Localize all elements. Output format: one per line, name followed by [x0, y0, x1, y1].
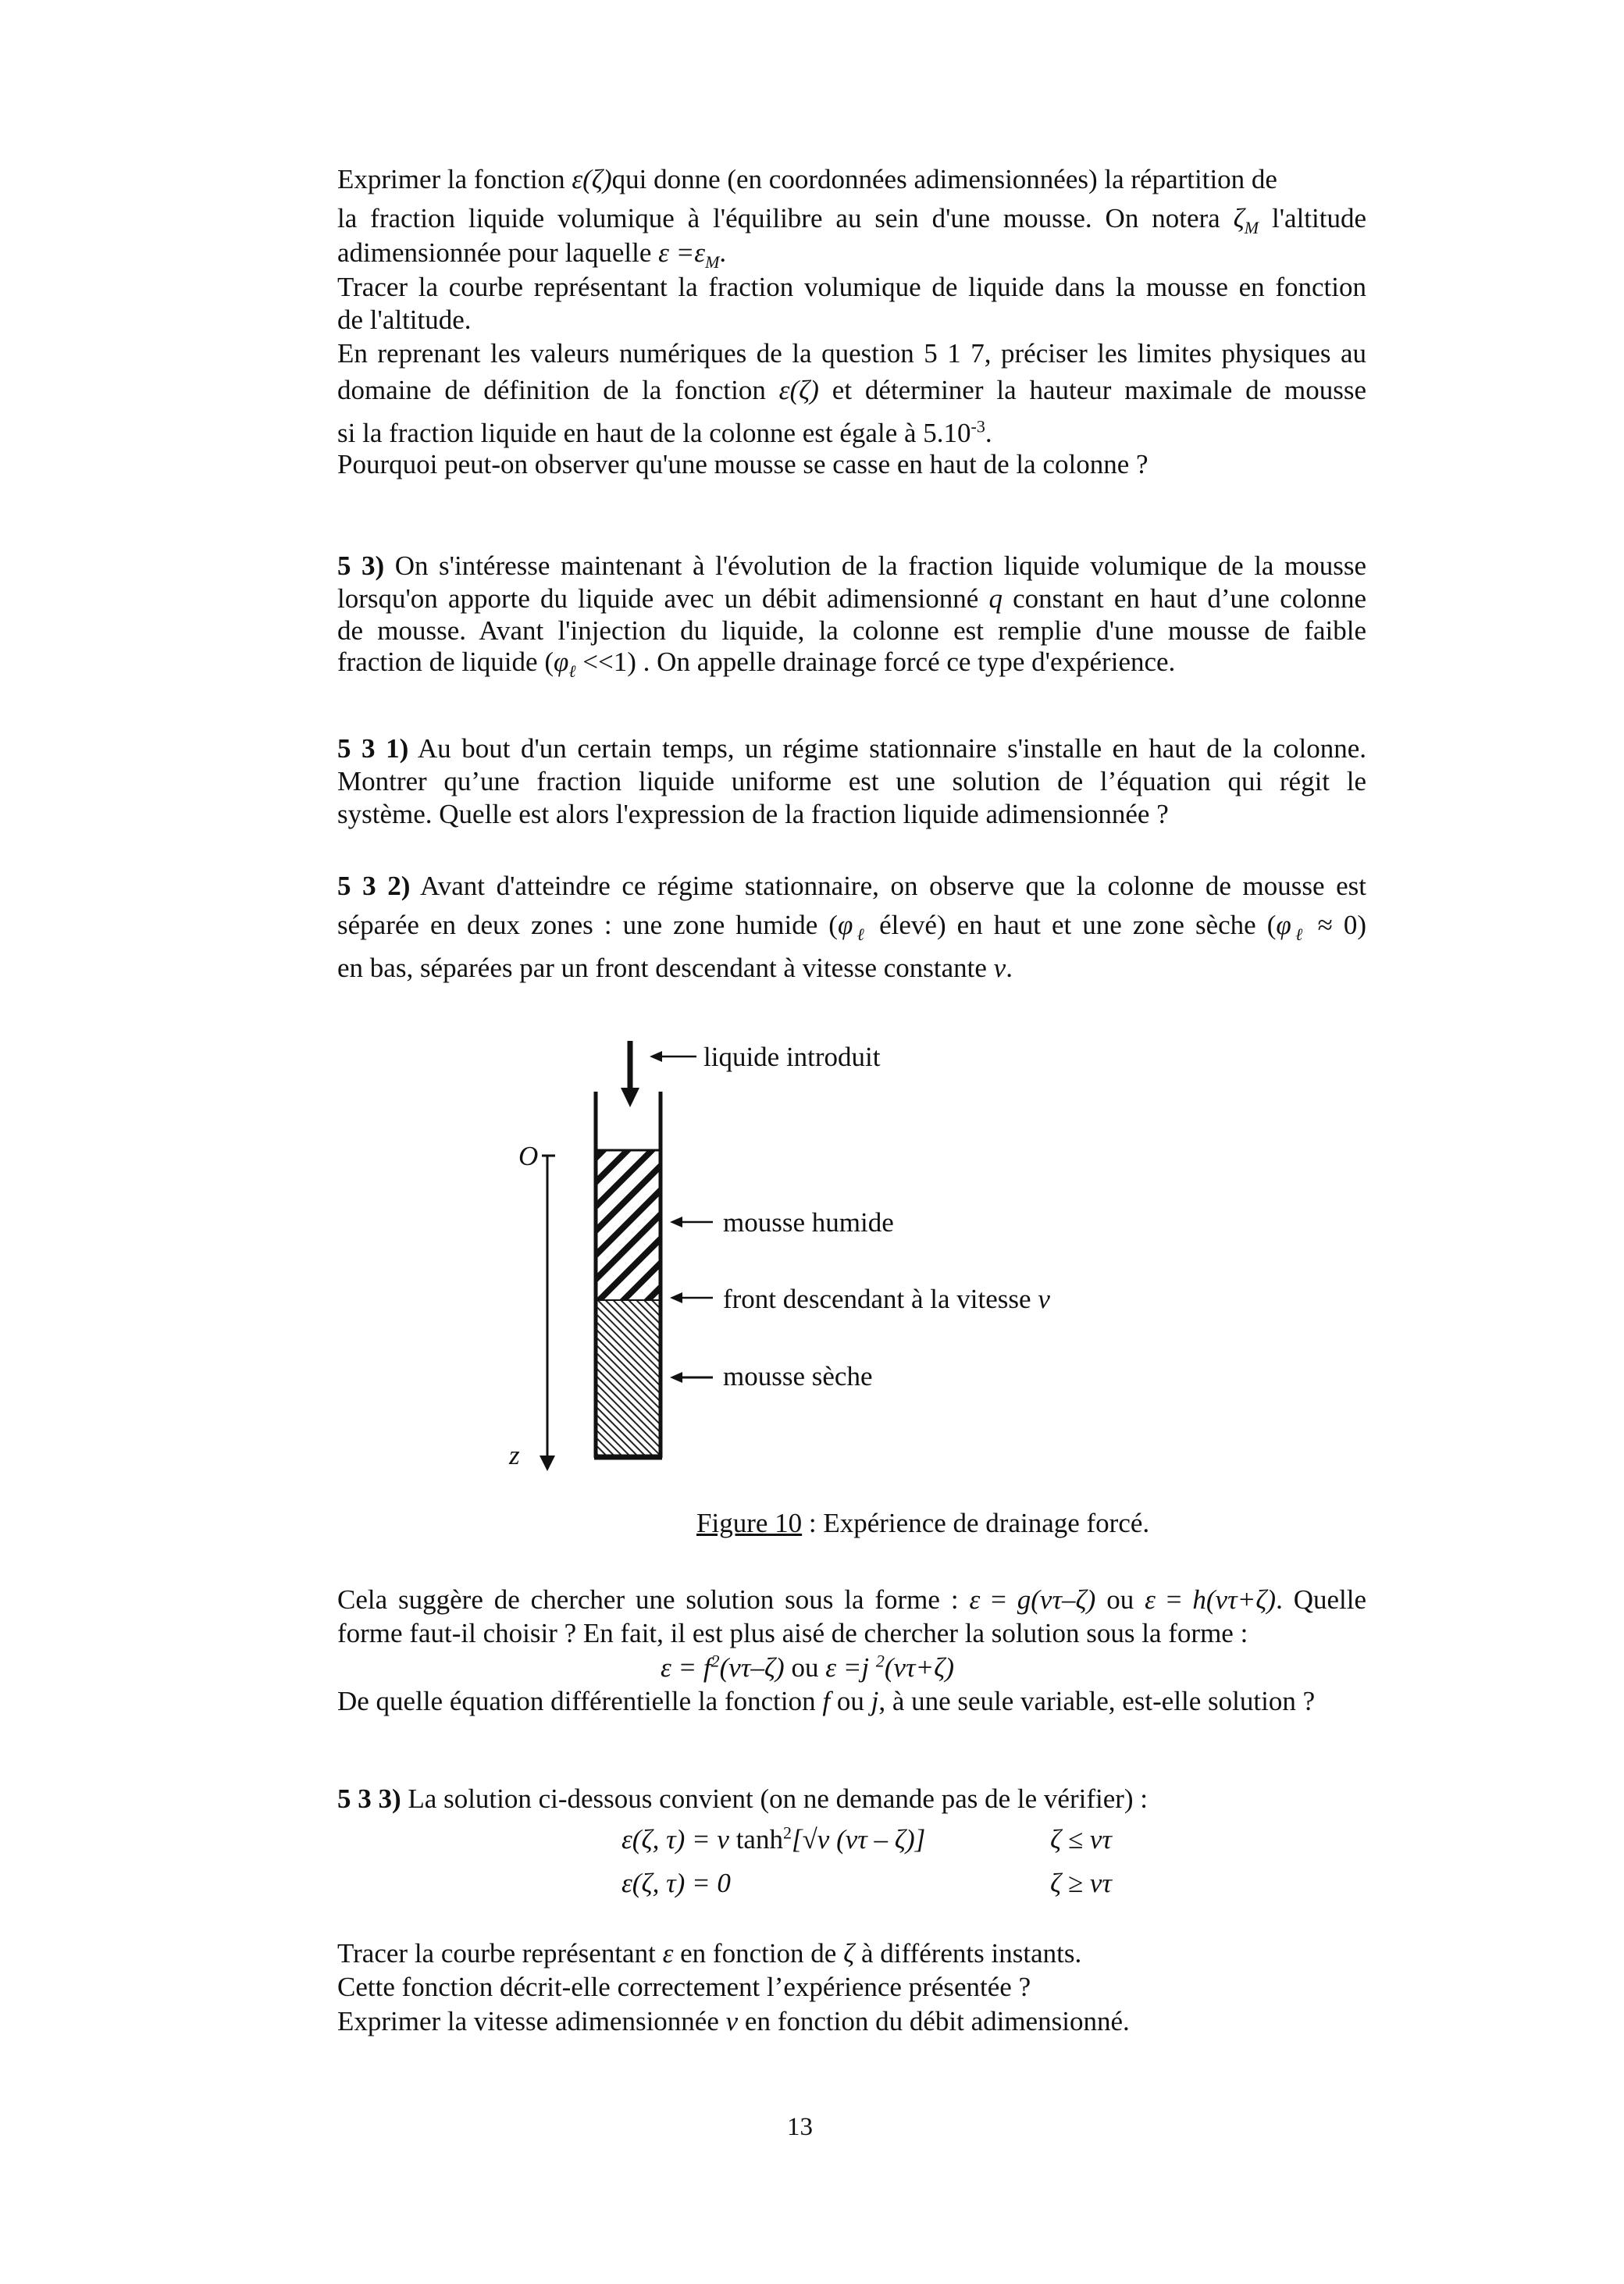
text-line: Pourquoi peut-on observer qu'une mousse se casse en haut de la colonne ? [337, 449, 1149, 479]
text-line: Tracer la courbe représentant la fraction volumique de liquide dans la mousse en fonction [337, 272, 1366, 302]
solution-equation-2: ε(ζ, τ) = 0 [621, 1868, 731, 1898]
question-number: 5 3 3) [337, 1783, 401, 1814]
text-line: fraction de liquide $(\varphi_\ell <<1)$ . On appelle drainage forcé ce type d'expérience. [337, 647, 1176, 681]
text-line: si la fraction liquide en haut de la colonne est égale à $5.10^{-3}$. [337, 416, 992, 448]
question-number: 5 3 1) [337, 733, 409, 764]
text-line: forme faut-il choisir ? En fait, il est plus aisé de chercher la solution sous la forme : [337, 1618, 1248, 1648]
question-number: 5 3 2) [337, 871, 411, 901]
pointer-arrow-icon [650, 1051, 696, 1062]
solution-condition-1: ζ ≤ vτ [1050, 1824, 1112, 1855]
text-line: lorsqu'on apporte du liquide avec un débit adimensionné q constant en haut d’une colonne [337, 583, 1366, 614]
label-dry-foam: mousse sèche [723, 1361, 873, 1391]
solution-equation-1: ε(ζ, τ) = v $\tanh^2[√v$ (vτ – ζ)] [621, 1823, 926, 1855]
text-line: En reprenant les valeurs numériques de la question 5 1 7, préciser les limites physiques au [337, 338, 1366, 369]
pointer-arrow-icon [670, 1217, 713, 1228]
label-liquid-introduced: liquide introduit [703, 1042, 881, 1072]
equation-f-j-form: $\varepsilon = f^2(v\tau-\zeta)$ ou ε =j $^2$(vτ+ζ) [661, 1651, 954, 1683]
figure-caption: Figure 10 : Expérience de drainage forcé. [696, 1508, 1150, 1538]
text-line: Cette fonction décrit-elle correctement l’expérience présentée ? [337, 1972, 1031, 2002]
text-line: De quelle équation différentielle la fonction f ou j, à une seule variable, est-elle solution ? [337, 1686, 1316, 1716]
text-line: Montrer qu’une fraction liquide uniforme est une solution de l’équation qui régit le [337, 766, 1366, 796]
text-line: Exprimer la vitesse adimensionnée v en fonction du débit adimensionné. [337, 2006, 1130, 2036]
label-front: front descendant à la vitesse v [723, 1284, 1050, 1314]
text-line: séparée en deux zones : une zone humide ($\varphi_\ell$ élevé) en haut et une zone sèche $(\varphi_\ell \approx 0)$ [337, 910, 1366, 944]
text-line: 5 3 3) La solution ci-dessous convient (on ne demande pas de le vérifier) : [337, 1783, 1149, 1814]
liquid-inflow-arrow-icon [621, 1041, 639, 1107]
text-line: adimensionnée pour laquelle $\varepsilon =\varepsilon_M$. [337, 237, 727, 272]
text-line: 5 3 1) Au bout d'un certain temps, un régime stationnaire s'installe en haut de la colonne. [337, 733, 1367, 764]
question-number: 5 3) [337, 551, 385, 581]
text-line: la fraction liquide volumique à l'équilibre au sein d'une mousse. On notera $\zeta_M$ l'altitude [337, 203, 1366, 237]
label-z-axis: z [509, 1440, 520, 1470]
text-line: en bas, séparées par un front descendant à vitesse constante v. [337, 953, 1013, 983]
page-number: 13 [787, 2113, 813, 2141]
text-line: Cela suggère de chercher une solution sous la forme : ε = g(vτ–ζ) ou ε = h(vτ+ζ). Quelle [337, 1584, 1367, 1615]
wet-foam-zone [597, 1150, 659, 1300]
pointer-arrow-icon [670, 1372, 713, 1383]
text-line: système. Quelle est alors l'expression de la fraction liquide adimensionnée ? [337, 799, 1169, 829]
label-wet-foam: mousse humide [723, 1207, 894, 1238]
axis-arrowhead-icon [540, 1456, 555, 1471]
text-line: 5 3) On s'intéresse maintenant à l'évolution de la fraction liquide volumique de la mousse [337, 551, 1366, 581]
dry-foam-zone [597, 1300, 659, 1456]
text-line: Tracer la courbe représentant ε en fonction de ζ à différents instants. [337, 1938, 1082, 1969]
text-line: de mousse. Avant l'injection du liquide, la colonne est remplie d'une mousse de faible [337, 615, 1366, 646]
solution-condition-2: ζ ≥ vτ [1050, 1868, 1112, 1898]
label-origin: O [518, 1141, 539, 1171]
z-axis [540, 1156, 555, 1471]
pointer-arrow-icon [670, 1292, 713, 1303]
text-line: domaine de définition de la fonction ε(ζ) et déterminer la hauteur maximale de mousse [337, 375, 1366, 405]
text-line: 5 3 2) Avant d'atteindre ce régime stationnaire, on observe que la colonne de mousse est [337, 871, 1367, 901]
text-line: de l'altitude. [337, 305, 472, 335]
text-line: Exprimer la fonction ε(ζ)qui donne (en coordonnées adimensionnées) la répartition de [337, 164, 1277, 194]
